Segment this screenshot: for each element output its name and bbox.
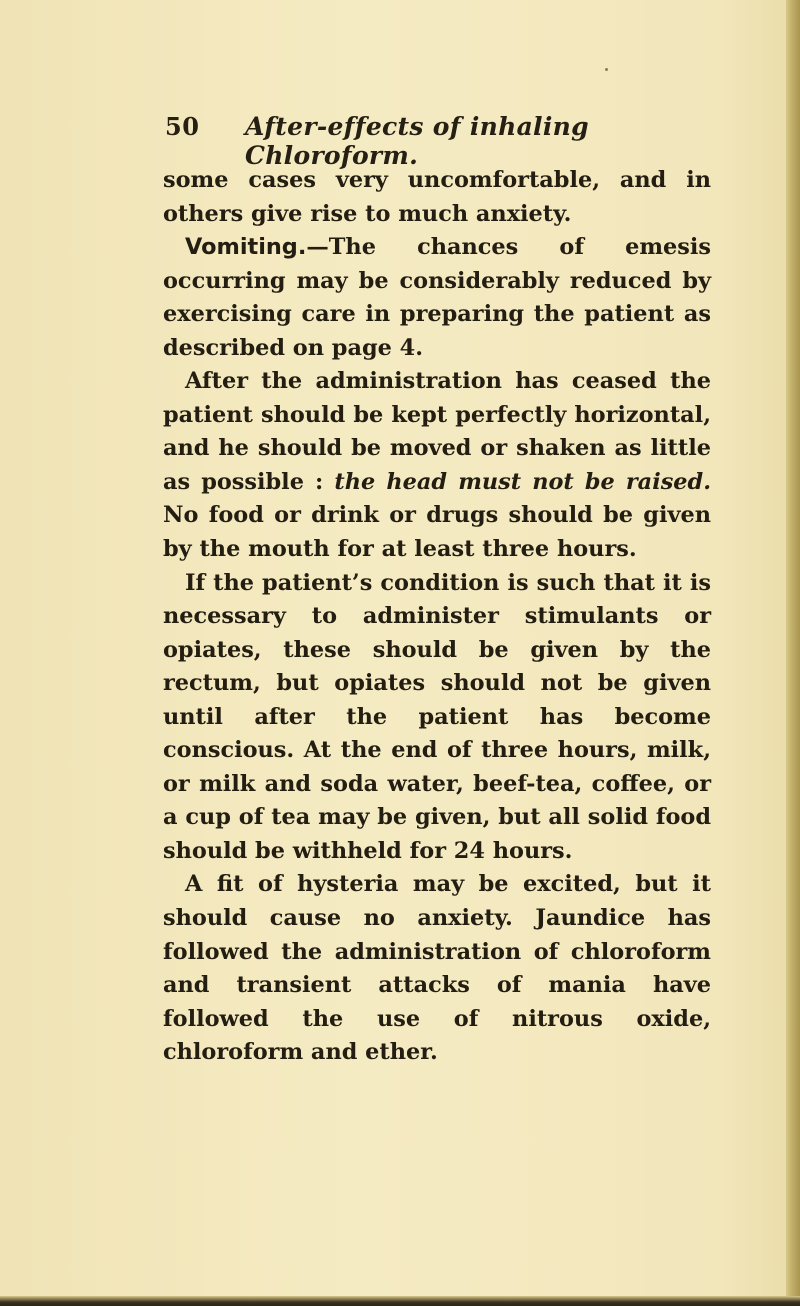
- page-edge-right: [786, 0, 800, 1306]
- page-edge-bottom: [0, 1296, 800, 1306]
- paragraph-vomiting: [163, 231, 711, 365]
- paragraph-continuation: [163, 164, 711, 231]
- emphasized-text: the head must not be raised.: [334, 468, 711, 495]
- paragraph-text: No food or drink or drugs should be given by the mouth for at least three hours.: [163, 502, 711, 563]
- paragraph-text: After the administration has ceased the patient should be kept perfectly horizontal, and he should be moved or shaken as little as possible :: [163, 368, 711, 495]
- body-text: [163, 164, 711, 1070]
- paragraph-text: some cases very uncomfortable, and in others give rise to much anxiety.: [163, 167, 711, 227]
- page-number: 50: [165, 112, 200, 141]
- paragraph-text: If the patient’s condition is such that it is necessary to administer stimulants or opiates, these should be given by the rectum, but opiates should not be given until after the patient has become conscious. At the end of three hours, milk, or milk and soda water, beef-tea, coffee, or a cup of tea may be given, but all solid food should be withheld for 24 hours.: [163, 569, 711, 864]
- paragraph-text: —The chances of emesis occurring may be considerably reduced by exercising care in preparing the patient as described on page 4.: [163, 234, 711, 361]
- paragraph-text: A fit of hysteria may be excited, but it should cause no anxiety. Jaundice has followed the administration of chloroform and transient attacks of mania have followed the use of nitrous oxide, chloroform and ether.: [163, 871, 711, 1066]
- paper-speck: [605, 68, 608, 71]
- paragraph-stimulants: [163, 567, 711, 869]
- paragraph-after-administration: [163, 365, 711, 566]
- running-title: After-effects of inhaling Chloroform.: [245, 112, 589, 170]
- page-header: [165, 112, 725, 170]
- paragraph-hysteria: [163, 868, 711, 1069]
- section-heading: Vomiting.: [185, 234, 307, 261]
